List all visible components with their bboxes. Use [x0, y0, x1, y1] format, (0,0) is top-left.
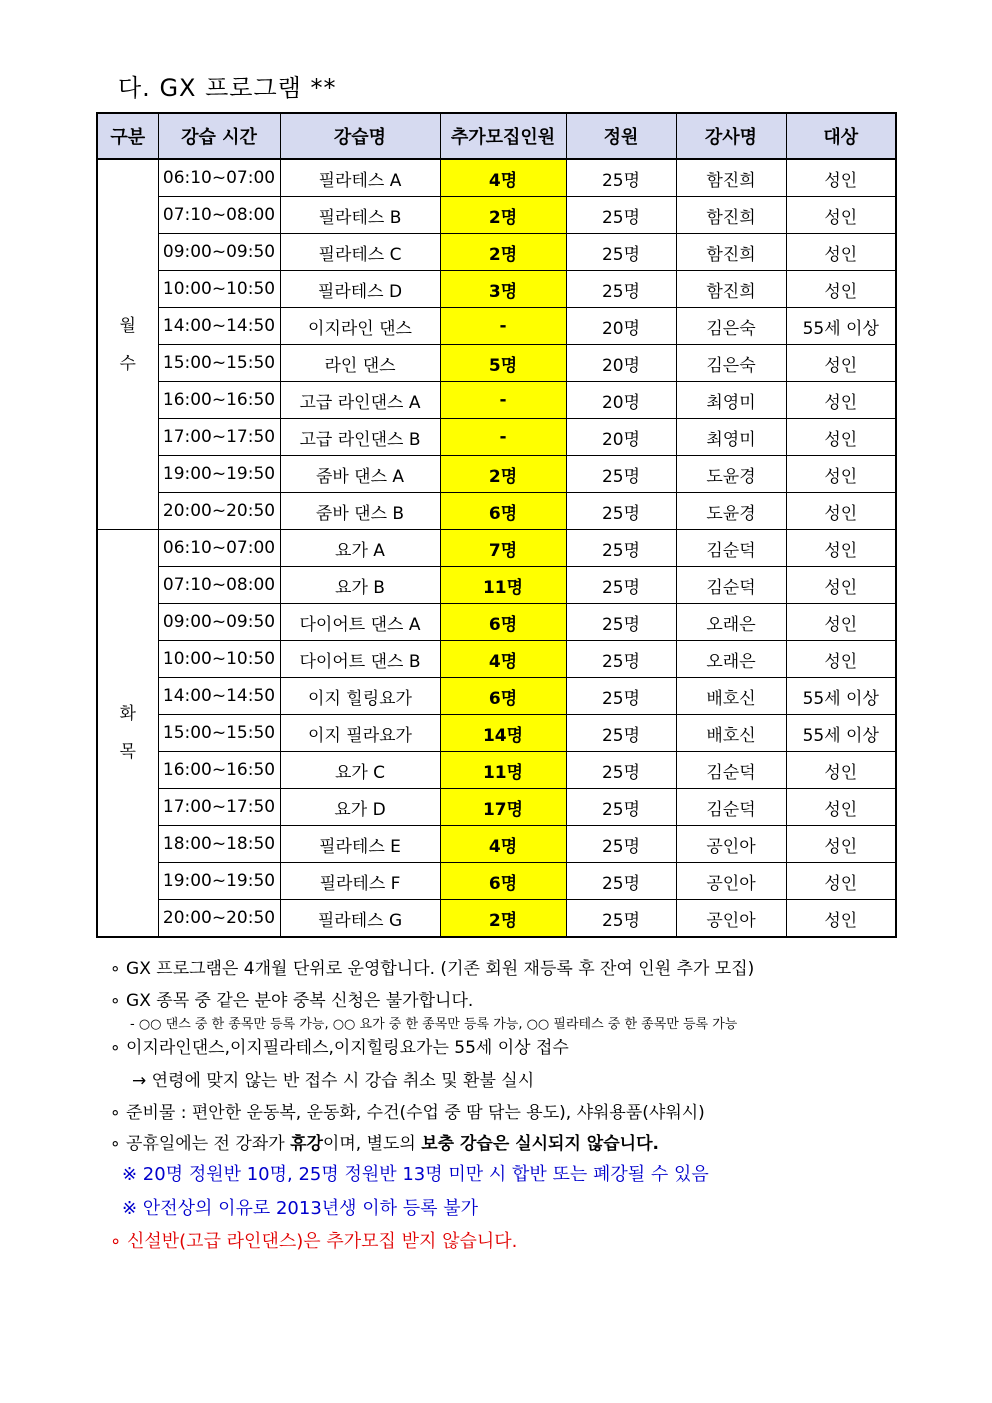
- note-age-limit: ∘ 이지라인댄스,이지필라테스,이지힐링요가는 55세 이상 접수: [110, 1038, 569, 1058]
- table-row: [97, 678, 896, 715]
- extra-recruit-cell: -: [440, 382, 566, 419]
- target-cell: 성인: [786, 493, 896, 530]
- table-row: [97, 826, 896, 863]
- instructor-cell: 김은숙: [676, 345, 786, 382]
- note-refund: → 연령에 맞지 않는 반 접수 시 강습 취소 및 환불 실시: [132, 1071, 535, 1091]
- time-cell: 07:10~08:00: [158, 197, 280, 234]
- table-row: [97, 345, 896, 382]
- table-row: [97, 900, 896, 938]
- table-header-row: [97, 113, 896, 159]
- class-name-cell: 필라테스 B: [280, 197, 440, 234]
- class-name-cell: 요가 D: [280, 789, 440, 826]
- note-age-restriction: ※ 안전상의 이유로 2013년생 이하 등록 불가: [122, 1198, 479, 1219]
- target-cell: 성인: [786, 863, 896, 900]
- time-cell: 06:10~07:00: [158, 530, 280, 567]
- target-cell: 55세 이상: [786, 715, 896, 752]
- instructor-cell: 배호신: [676, 678, 786, 715]
- page-title: 다. GX 프로그램 **: [118, 74, 337, 102]
- capacity-cell: 25명: [566, 863, 676, 900]
- instructor-cell: 김순덕: [676, 789, 786, 826]
- table-row: [97, 604, 896, 641]
- class-name-cell: 줌바 댄스 A: [280, 456, 440, 493]
- table-row: [97, 271, 896, 308]
- instructor-cell: 김순덕: [676, 752, 786, 789]
- instructor-cell: 최영미: [676, 419, 786, 456]
- table-row: [97, 789, 896, 826]
- extra-recruit-cell: -: [440, 308, 566, 345]
- instructor-cell: 함진희: [676, 159, 786, 197]
- target-cell: 성인: [786, 159, 896, 197]
- capacity-cell: 25명: [566, 493, 676, 530]
- capacity-cell: 25명: [566, 456, 676, 493]
- class-name-cell: 필라테스 A: [280, 159, 440, 197]
- class-name-cell: 필라테스 G: [280, 900, 440, 938]
- class-name-cell: 이지 필라요가: [280, 715, 440, 752]
- instructor-cell: 함진희: [676, 234, 786, 271]
- instructor-cell: 김순덕: [676, 567, 786, 604]
- target-cell: 성인: [786, 641, 896, 678]
- target-cell: 성인: [786, 789, 896, 826]
- extra-recruit-cell: 6명: [440, 863, 566, 900]
- capacity-cell: 25명: [566, 641, 676, 678]
- capacity-cell: 25명: [566, 234, 676, 271]
- extra-recruit-cell: 2명: [440, 456, 566, 493]
- class-name-cell: 다이어트 댄스 A: [280, 604, 440, 641]
- instructor-cell: 도윤경: [676, 493, 786, 530]
- header-class-name: 강습명: [280, 113, 440, 159]
- class-name-cell: 이지 힐링요가: [280, 678, 440, 715]
- time-cell: 20:00~20:50: [158, 493, 280, 530]
- target-cell: 성인: [786, 345, 896, 382]
- time-cell: 17:00~17:50: [158, 419, 280, 456]
- target-cell: 성인: [786, 604, 896, 641]
- time-cell: 16:00~16:50: [158, 752, 280, 789]
- capacity-cell: 25명: [566, 567, 676, 604]
- time-cell: 06:10~07:00: [158, 159, 280, 197]
- table-row: [97, 863, 896, 900]
- instructor-cell: 공인아: [676, 900, 786, 938]
- table-row: [97, 234, 896, 271]
- target-cell: 성인: [786, 197, 896, 234]
- class-name-cell: 필라테스 E: [280, 826, 440, 863]
- time-cell: 10:00~10:50: [158, 271, 280, 308]
- target-cell: 성인: [786, 456, 896, 493]
- target-cell: 성인: [786, 752, 896, 789]
- extra-recruit-cell: 7명: [440, 530, 566, 567]
- capacity-cell: 25명: [566, 789, 676, 826]
- instructor-cell: 공인아: [676, 863, 786, 900]
- table-row: [97, 197, 896, 234]
- instructor-cell: 공인아: [676, 826, 786, 863]
- capacity-cell: 20명: [566, 382, 676, 419]
- target-cell: 55세 이상: [786, 308, 896, 345]
- header-capacity: 정원: [566, 113, 676, 159]
- table-row: [97, 308, 896, 345]
- time-cell: 19:00~19:50: [158, 456, 280, 493]
- capacity-cell: 25명: [566, 271, 676, 308]
- capacity-cell: 20명: [566, 308, 676, 345]
- extra-recruit-cell: 2명: [440, 197, 566, 234]
- target-cell: 성인: [786, 419, 896, 456]
- day-group-cell: 화 목: [97, 530, 158, 938]
- class-name-cell: 다이어트 댄스 B: [280, 641, 440, 678]
- time-cell: 19:00~19:50: [158, 863, 280, 900]
- day-group-cell: 월 수: [97, 159, 158, 530]
- time-cell: 15:00~15:50: [158, 345, 280, 382]
- table-row: [97, 159, 896, 197]
- target-cell: 성인: [786, 900, 896, 938]
- extra-recruit-cell: 3명: [440, 271, 566, 308]
- class-name-cell: 필라테스 F: [280, 863, 440, 900]
- extra-recruit-cell: 4명: [440, 826, 566, 863]
- capacity-cell: 25명: [566, 604, 676, 641]
- schedule-table: [96, 112, 897, 938]
- time-cell: 18:00~18:50: [158, 826, 280, 863]
- time-cell: 09:00~09:50: [158, 234, 280, 271]
- target-cell: 55세 이상: [786, 678, 896, 715]
- capacity-cell: 20명: [566, 419, 676, 456]
- time-cell: 17:00~17:50: [158, 789, 280, 826]
- note-duplicate-detail: - ○○ 댄스 중 한 종목만 등록 가능, ○○ 요가 중 한 종목만 등록 가능, ○○ 필라테스 중 한 종목만 등록 가능: [130, 1017, 738, 1032]
- instructor-cell: 배호신: [676, 715, 786, 752]
- time-cell: 20:00~20:50: [158, 900, 280, 938]
- capacity-cell: 25명: [566, 678, 676, 715]
- capacity-cell: 25명: [566, 530, 676, 567]
- extra-recruit-cell: 6명: [440, 604, 566, 641]
- class-name-cell: 요가 C: [280, 752, 440, 789]
- class-name-cell: 고급 라인댄스 A: [280, 382, 440, 419]
- class-name-cell: 이지라인 댄스: [280, 308, 440, 345]
- extra-recruit-cell: -: [440, 419, 566, 456]
- extra-recruit-cell: 6명: [440, 493, 566, 530]
- header-target: 대상: [786, 113, 896, 159]
- extra-recruit-cell: 11명: [440, 752, 566, 789]
- class-name-cell: 요가 A: [280, 530, 440, 567]
- extra-recruit-cell: 2명: [440, 900, 566, 938]
- class-name-cell: 필라테스 D: [280, 271, 440, 308]
- table-row: [97, 715, 896, 752]
- instructor-cell: 최영미: [676, 382, 786, 419]
- class-name-cell: 고급 라인댄스 B: [280, 419, 440, 456]
- class-name-cell: 필라테스 C: [280, 234, 440, 271]
- target-cell: 성인: [786, 567, 896, 604]
- header-extra-recruit: 추가모집인원: [440, 113, 566, 159]
- extra-recruit-cell: 11명: [440, 567, 566, 604]
- target-cell: 성인: [786, 234, 896, 271]
- note-merge-warning: ※ 20명 정원반 10명, 25명 정원반 13명 미만 시 합반 또는 폐강될 수 있음: [122, 1164, 709, 1185]
- instructor-cell: 김은숙: [676, 308, 786, 345]
- table-row: [97, 493, 896, 530]
- instructor-cell: 오래은: [676, 604, 786, 641]
- note-new-class: ∘ 신설반(고급 라인댄스)은 추가모집 받지 않습니다.: [110, 1231, 518, 1252]
- capacity-cell: 20명: [566, 345, 676, 382]
- instructor-cell: 함진희: [676, 271, 786, 308]
- extra-recruit-cell: 5명: [440, 345, 566, 382]
- extra-recruit-cell: 14명: [440, 715, 566, 752]
- capacity-cell: 25명: [566, 826, 676, 863]
- header-category: 구분: [97, 113, 158, 159]
- time-cell: 15:00~15:50: [158, 715, 280, 752]
- target-cell: 성인: [786, 826, 896, 863]
- capacity-cell: 25명: [566, 197, 676, 234]
- note-supplies: ∘ 준비물 : 편안한 운동복, 운동화, 수건(수업 중 땀 닦는 용도), 샤워용품(샤워시): [110, 1103, 705, 1123]
- note-term: ∘ GX 프로그램은 4개월 단위로 운영합니다. (기존 회원 재등록 후 잔여 인원 추가 모집): [110, 959, 755, 979]
- time-cell: 10:00~10:50: [158, 641, 280, 678]
- class-name-cell: 라인 댄스: [280, 345, 440, 382]
- extra-recruit-cell: 17명: [440, 789, 566, 826]
- instructor-cell: 오래은: [676, 641, 786, 678]
- table-row: [97, 752, 896, 789]
- target-cell: 성인: [786, 530, 896, 567]
- capacity-cell: 25명: [566, 900, 676, 938]
- header-time: 강습 시간: [158, 113, 280, 159]
- time-cell: 09:00~09:50: [158, 604, 280, 641]
- table-row: [97, 456, 896, 493]
- capacity-cell: 25명: [566, 159, 676, 197]
- capacity-cell: 25명: [566, 715, 676, 752]
- time-cell: 16:00~16:50: [158, 382, 280, 419]
- header-instructor: 강사명: [676, 113, 786, 159]
- note-holiday: ∘ 공휴일에는 전 강좌가 휴강이며, 별도의 보충 강습은 실시되지 않습니다.: [110, 1134, 659, 1154]
- note-duplicate: ∘ GX 종목 중 같은 분야 중복 신청은 불가합니다.: [110, 991, 474, 1011]
- extra-recruit-cell: 4명: [440, 641, 566, 678]
- extra-recruit-cell: 2명: [440, 234, 566, 271]
- table-row: [97, 641, 896, 678]
- table-row: [97, 567, 896, 604]
- table-row: [97, 530, 896, 567]
- class-name-cell: 요가 B: [280, 567, 440, 604]
- time-cell: 14:00~14:50: [158, 678, 280, 715]
- extra-recruit-cell: 4명: [440, 159, 566, 197]
- instructor-cell: 도윤경: [676, 456, 786, 493]
- table-row: [97, 382, 896, 419]
- capacity-cell: 25명: [566, 752, 676, 789]
- class-name-cell: 줌바 댄스 B: [280, 493, 440, 530]
- time-cell: 14:00~14:50: [158, 308, 280, 345]
- instructor-cell: 함진희: [676, 197, 786, 234]
- extra-recruit-cell: 6명: [440, 678, 566, 715]
- table-row: [97, 419, 896, 456]
- target-cell: 성인: [786, 271, 896, 308]
- target-cell: 성인: [786, 382, 896, 419]
- instructor-cell: 김순덕: [676, 530, 786, 567]
- time-cell: 07:10~08:00: [158, 567, 280, 604]
